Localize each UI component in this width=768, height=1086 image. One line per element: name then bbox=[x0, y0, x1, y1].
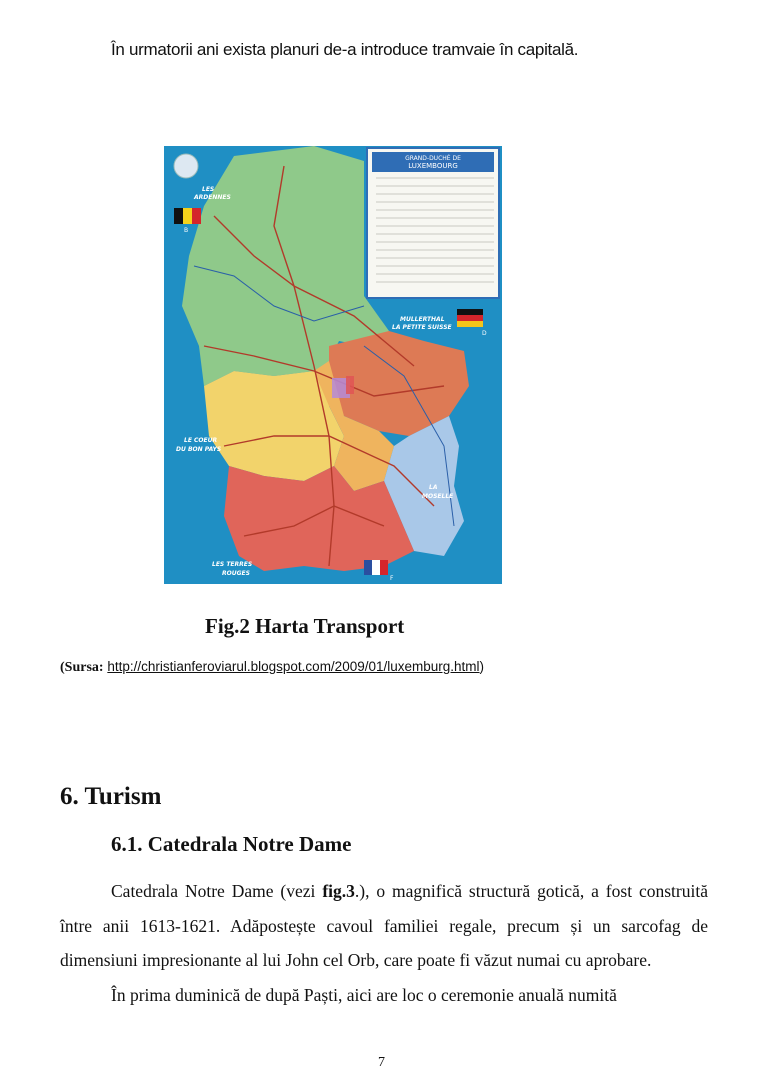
legend-title-1: GRAND-DUCHÉ DE bbox=[405, 155, 461, 162]
germany-code: D bbox=[482, 330, 487, 337]
source-link[interactable]: http://christianferoviarul.blogspot.com/2009/01/luxemburg.html bbox=[107, 659, 480, 674]
compass-icon bbox=[174, 154, 198, 178]
subsection-title: 6.1. Catedrala Notre Dame bbox=[111, 832, 352, 856]
figure-caption: Fig.2 Harta Transport bbox=[205, 614, 405, 638]
label-moselle-2: MOSELLE bbox=[422, 493, 454, 500]
figure-reference: fig.3 bbox=[322, 881, 355, 901]
france-flag-icon bbox=[364, 560, 388, 575]
intro-text: În urmatorii ani exista planuri de-a introduce tramvaie în capitală. bbox=[111, 40, 579, 59]
label-moselle-1: LA bbox=[429, 484, 438, 491]
source-label: (Sursa: bbox=[60, 660, 104, 675]
belgium-code: B bbox=[184, 227, 189, 234]
label-mullerthal-2: LA PETITE SUISSE bbox=[392, 324, 452, 331]
belgium-flag-icon bbox=[174, 208, 201, 224]
france-code: F bbox=[390, 575, 394, 582]
transport-map bbox=[164, 146, 502, 584]
paragraph-1-rest: .), o magnifică structură gotică, a fost construită între anii 1613-1621. Adăpostește cavoul familiei regale, precum și un sarcofag de dimensiuni impresionante al lui John cel Orb, care poate fi văzut numai cu aprobare. bbox=[60, 881, 708, 970]
paragraph-1-start: Catedrala Notre Dame (vezi bbox=[111, 881, 323, 901]
label-mullerthal-1: MULLERTHAL bbox=[400, 316, 445, 323]
paragraph-1 bbox=[60, 874, 708, 978]
label-coeur-2: DU BON PAYS bbox=[176, 446, 222, 453]
paragraph-2: În prima duminică de după Paști, aici are loc o ceremonie anuală numită bbox=[111, 984, 617, 1005]
legend-title-2: LUXEMBOURG bbox=[408, 162, 458, 170]
section-title: 6. Turism bbox=[60, 783, 162, 810]
germany-flag-icon bbox=[457, 309, 483, 327]
source-closing: ) bbox=[479, 659, 485, 674]
page-number: 7 bbox=[378, 1055, 385, 1070]
label-ardennes-2: ARDENNES bbox=[194, 194, 231, 201]
figure-source bbox=[60, 659, 484, 676]
label-ardennes-1: LES bbox=[202, 186, 215, 193]
label-terres-1: LES TERRES bbox=[212, 561, 253, 568]
body-text bbox=[60, 874, 708, 1012]
label-terres-2: ROUGES bbox=[222, 570, 250, 577]
label-coeur-1: LE COEUR bbox=[184, 437, 218, 444]
